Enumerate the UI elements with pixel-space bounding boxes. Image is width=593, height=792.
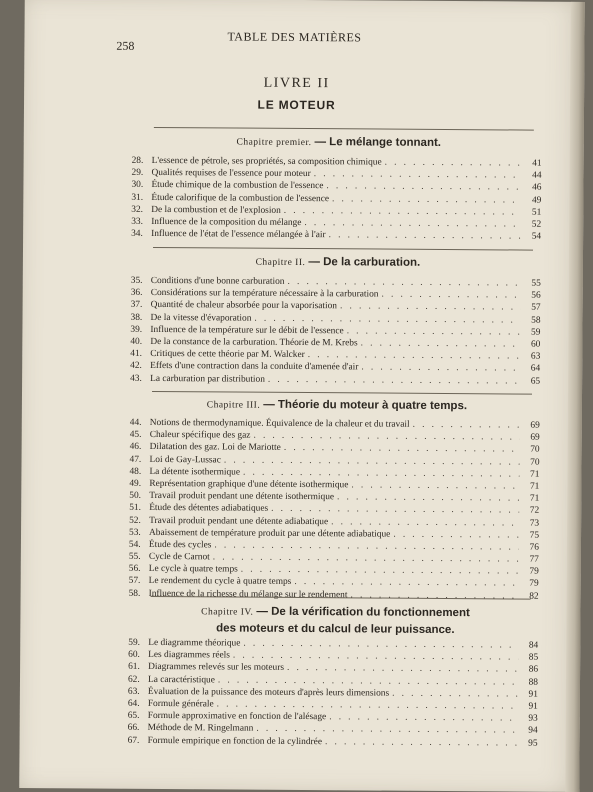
livre-heading: LIVRE II	[263, 75, 330, 92]
page-edge	[565, 2, 585, 792]
entry-page: 60	[530, 339, 541, 350]
entry-page: 64	[530, 363, 541, 374]
entry-page: 79	[529, 579, 539, 590]
entry-number: 50.	[129, 490, 142, 502]
entry-page: 49	[531, 195, 542, 206]
entry-number: 28.	[131, 155, 144, 166]
entry-number: 63.	[127, 686, 140, 697]
entry-number: 55.	[128, 551, 141, 562]
entry-text: Méthode de M. Ringelmann	[147, 723, 254, 734]
chapter-heading	[123, 253, 553, 271]
entry-text: Les diagrammes réels	[148, 650, 230, 661]
entry-number: 37.	[130, 300, 143, 311]
entry-page: 85	[528, 652, 539, 663]
entry-text: Diagrammes relevés sur les moteurs	[148, 662, 285, 674]
entry-number: 56.	[128, 564, 141, 575]
entry-number: 53.	[129, 527, 141, 538]
dot-leader	[265, 373, 520, 387]
entry-text: Étude des détentes adiabatiques	[149, 503, 269, 515]
entry-text: Influence de l'état de l'essence mélangée à l'air	[151, 229, 326, 241]
entry-number: 29.	[131, 167, 144, 179]
entry-text: Étude chimique de la combustion de l'essence	[151, 180, 324, 192]
entry-page: 71	[530, 469, 540, 480]
entry-page: 73	[529, 518, 540, 529]
entry-text: Le diagramme théorique	[148, 637, 241, 649]
entry-text: Conditions d'une bonne carburation	[150, 275, 285, 287]
entry-number: 46.	[129, 442, 142, 453]
entry-text: Loi de Gay-Lussac	[149, 454, 221, 465]
entry-text: Chaleur spécifique des gaz	[149, 430, 251, 441]
chapter-heading	[120, 603, 550, 639]
entry-text: Étude des cycles	[148, 539, 212, 551]
entry-page: 69	[530, 432, 540, 443]
entry-page: 75	[529, 530, 540, 541]
dot-leader	[389, 687, 518, 700]
entry-page: 93	[528, 713, 538, 724]
entry-page: 55	[531, 278, 541, 289]
chapter-entries	[129, 417, 540, 603]
chapter-title: — Le mélange tonnant.	[314, 136, 442, 149]
entry-page: 65	[530, 376, 541, 387]
entry-page: 88	[528, 677, 539, 688]
entry-page: 82	[529, 591, 539, 602]
chapter-title: — De la carburation.	[308, 256, 421, 269]
entry-number: 59.	[128, 637, 141, 648]
chapter-label: Chapitre IV.	[201, 607, 254, 618]
dot-leader	[326, 229, 522, 243]
entry-text: Dilatation des gaz. Loi de Mariotte	[149, 442, 281, 454]
entry-text: L'essence de pétrole, ses propriétés, sa composition chimique	[151, 155, 382, 168]
entry-page: 59	[531, 327, 541, 338]
entry-number: 45.	[129, 429, 142, 441]
entry-text: La caractéristique	[147, 674, 215, 685]
entry-text: Influence de la température sur le débit de l'essence	[150, 324, 344, 337]
entry-text: Cycle de Carnot	[148, 551, 210, 563]
entry-number: 67.	[127, 735, 140, 746]
entry-number: 30.	[131, 180, 144, 191]
entry-text: Représentation graphique d'une détente isothermique	[149, 478, 349, 491]
entry-text: Formule empirique en fonction de la cylindrée	[147, 735, 323, 747]
entry-page: 91	[528, 701, 538, 712]
entry-number: 62.	[127, 674, 140, 685]
entry-page: 84	[528, 640, 539, 651]
entry-page: 77	[529, 554, 539, 565]
entry-number: 39.	[130, 324, 143, 335]
dot-leader	[358, 362, 520, 375]
entry-number: 57.	[128, 576, 141, 587]
chapter-heading	[124, 133, 554, 151]
entry-number: 65.	[127, 710, 140, 721]
entry-number: 51.	[129, 503, 141, 514]
dot-leader	[378, 289, 520, 302]
chapter-heading	[122, 396, 552, 414]
entry-text: De la combustion et de l'explosion	[151, 204, 281, 216]
separator-rule	[154, 127, 534, 131]
entry-page: 41	[532, 158, 542, 169]
chapter-label: Chapitre III.	[206, 400, 261, 411]
entry-page: 63	[530, 351, 541, 362]
separator-rule	[152, 391, 532, 395]
entry-number: 38.	[130, 312, 143, 323]
entry-text: Influence de la composition du mélange	[151, 216, 302, 228]
entry-text: Qualités requises de l'essence pour moteur	[151, 168, 311, 180]
entry-text: Étude calorifique de la combustion de l'essence	[151, 192, 330, 204]
page-header	[24, 28, 584, 52]
entry-page: 56	[531, 290, 541, 301]
entry-number: 43.	[130, 373, 142, 384]
entry-number: 41.	[130, 348, 143, 360]
livre-title: LE MOTEUR	[257, 97, 336, 113]
entry-number: 36.	[130, 287, 143, 299]
entry-page: 91	[528, 689, 538, 700]
entry-text: Travail produit pendant une détente isothermique	[149, 491, 335, 503]
entry-text: Formule générale	[147, 698, 214, 710]
dot-leader	[390, 528, 519, 541]
entry-page: 94	[528, 725, 538, 736]
entry-number: 64.	[127, 698, 140, 709]
entry-number: 32.	[131, 204, 144, 215]
entry-number: 54.	[128, 539, 141, 550]
entry-page: 69	[530, 420, 540, 431]
entry-page: 51	[531, 207, 542, 218]
entry-text: De la vitesse d'évaporation	[150, 312, 252, 324]
entry-text: Considérations sur la température nécessaire à la carburation	[150, 288, 379, 300]
entry-page: 76	[529, 542, 539, 553]
dot-leader	[382, 157, 522, 170]
entry-number: 58.	[128, 588, 141, 599]
dot-leader	[322, 736, 518, 750]
toc-entry[interactable]	[130, 372, 540, 387]
entry-number: 44.	[129, 417, 142, 428]
entry-number: 42.	[130, 361, 142, 372]
chapter-label: Chapitre premier.	[236, 137, 312, 149]
entry-number: 33.	[131, 216, 143, 227]
entry-text: Le cycle à quatre temps	[148, 564, 238, 575]
chapter-title: — De la vérification du fonctionnement	[256, 605, 470, 620]
entry-page: 70	[530, 444, 540, 456]
entry-text: Notions de thermodynamique. Équivalence de la chaleur et du travail	[149, 417, 410, 430]
entry-page: 46	[532, 182, 542, 194]
entry-text: De la constance de la carburation. Théorie de M. Krebs	[150, 336, 358, 349]
entry-number: 35.	[130, 275, 143, 286]
running-title: TABLE DES MATIÈRES	[227, 29, 362, 45]
entry-page: 54	[531, 231, 542, 242]
chapter-entries	[131, 155, 542, 243]
entry-text: Évaluation de la puissance des moteurs d'après leurs dimensions	[147, 686, 390, 699]
entry-text: Formule approximative en fonction de l'alésage	[147, 711, 327, 723]
entry-page: 58	[531, 315, 541, 326]
book-page	[19, 0, 585, 792]
entry-number: 34.	[131, 228, 143, 240]
entry-text: La carburation par distribution	[150, 373, 265, 385]
chapter-title-continued: des moteurs et du calcul de leur puissance.	[216, 622, 455, 637]
dot-leader	[410, 419, 520, 432]
entry-number: 66.	[127, 723, 140, 734]
entry-page: 44	[532, 170, 542, 181]
entry-page: 71	[529, 481, 540, 492]
chapter-title: — Théorie du moteur à quatre temps.	[263, 398, 468, 413]
entry-text: Effets d'une contraction dans la conduite d'amenée d'air	[150, 361, 359, 373]
toc-entry[interactable]	[131, 228, 541, 243]
entry-text: La détente isothermique	[149, 466, 241, 478]
entry-text: Travail produit pendant une détente adiabatique	[149, 515, 329, 527]
entry-text: Critiques de cette théorie par M. Walcker	[150, 349, 305, 361]
entry-page: 70	[530, 457, 540, 468]
dot-leader	[358, 337, 521, 350]
dot-leader	[347, 589, 518, 602]
entry-text: Le rendement du cycle à quatre temps	[148, 576, 292, 588]
entry-text: Quantité de chaleur absorbée pour la vaporisation	[150, 300, 338, 312]
separator-rule	[153, 247, 533, 251]
entry-number: 49.	[129, 478, 142, 489]
toc-entry[interactable]	[128, 734, 538, 749]
entry-number: 61.	[128, 662, 140, 673]
toc-entry[interactable]	[129, 587, 539, 602]
page-number: 258	[116, 38, 135, 53]
entry-number: 48.	[129, 466, 142, 477]
entry-page: 95	[528, 738, 538, 749]
entry-page: 52	[531, 219, 542, 230]
entry-page: 86	[528, 664, 539, 676]
entry-number: 47.	[129, 454, 142, 465]
chapter-entries	[130, 275, 541, 388]
chapter-label: Chapitre II.	[255, 257, 306, 269]
entry-page: 57	[531, 302, 541, 314]
entry-text: Abaissement de température produit par une détente adiabatique	[149, 527, 391, 540]
entry-page: 79	[529, 566, 539, 577]
chapter-entries	[128, 637, 539, 750]
entry-number: 52.	[129, 515, 141, 526]
entry-number: 40.	[130, 336, 143, 347]
entry-number: 31.	[131, 192, 144, 203]
entry-page: 71	[529, 493, 540, 504]
entry-page: 72	[529, 505, 540, 516]
entry-number: 60.	[128, 649, 140, 661]
entry-text: Influence de la richesse du mélange sur le rendement	[148, 588, 348, 600]
